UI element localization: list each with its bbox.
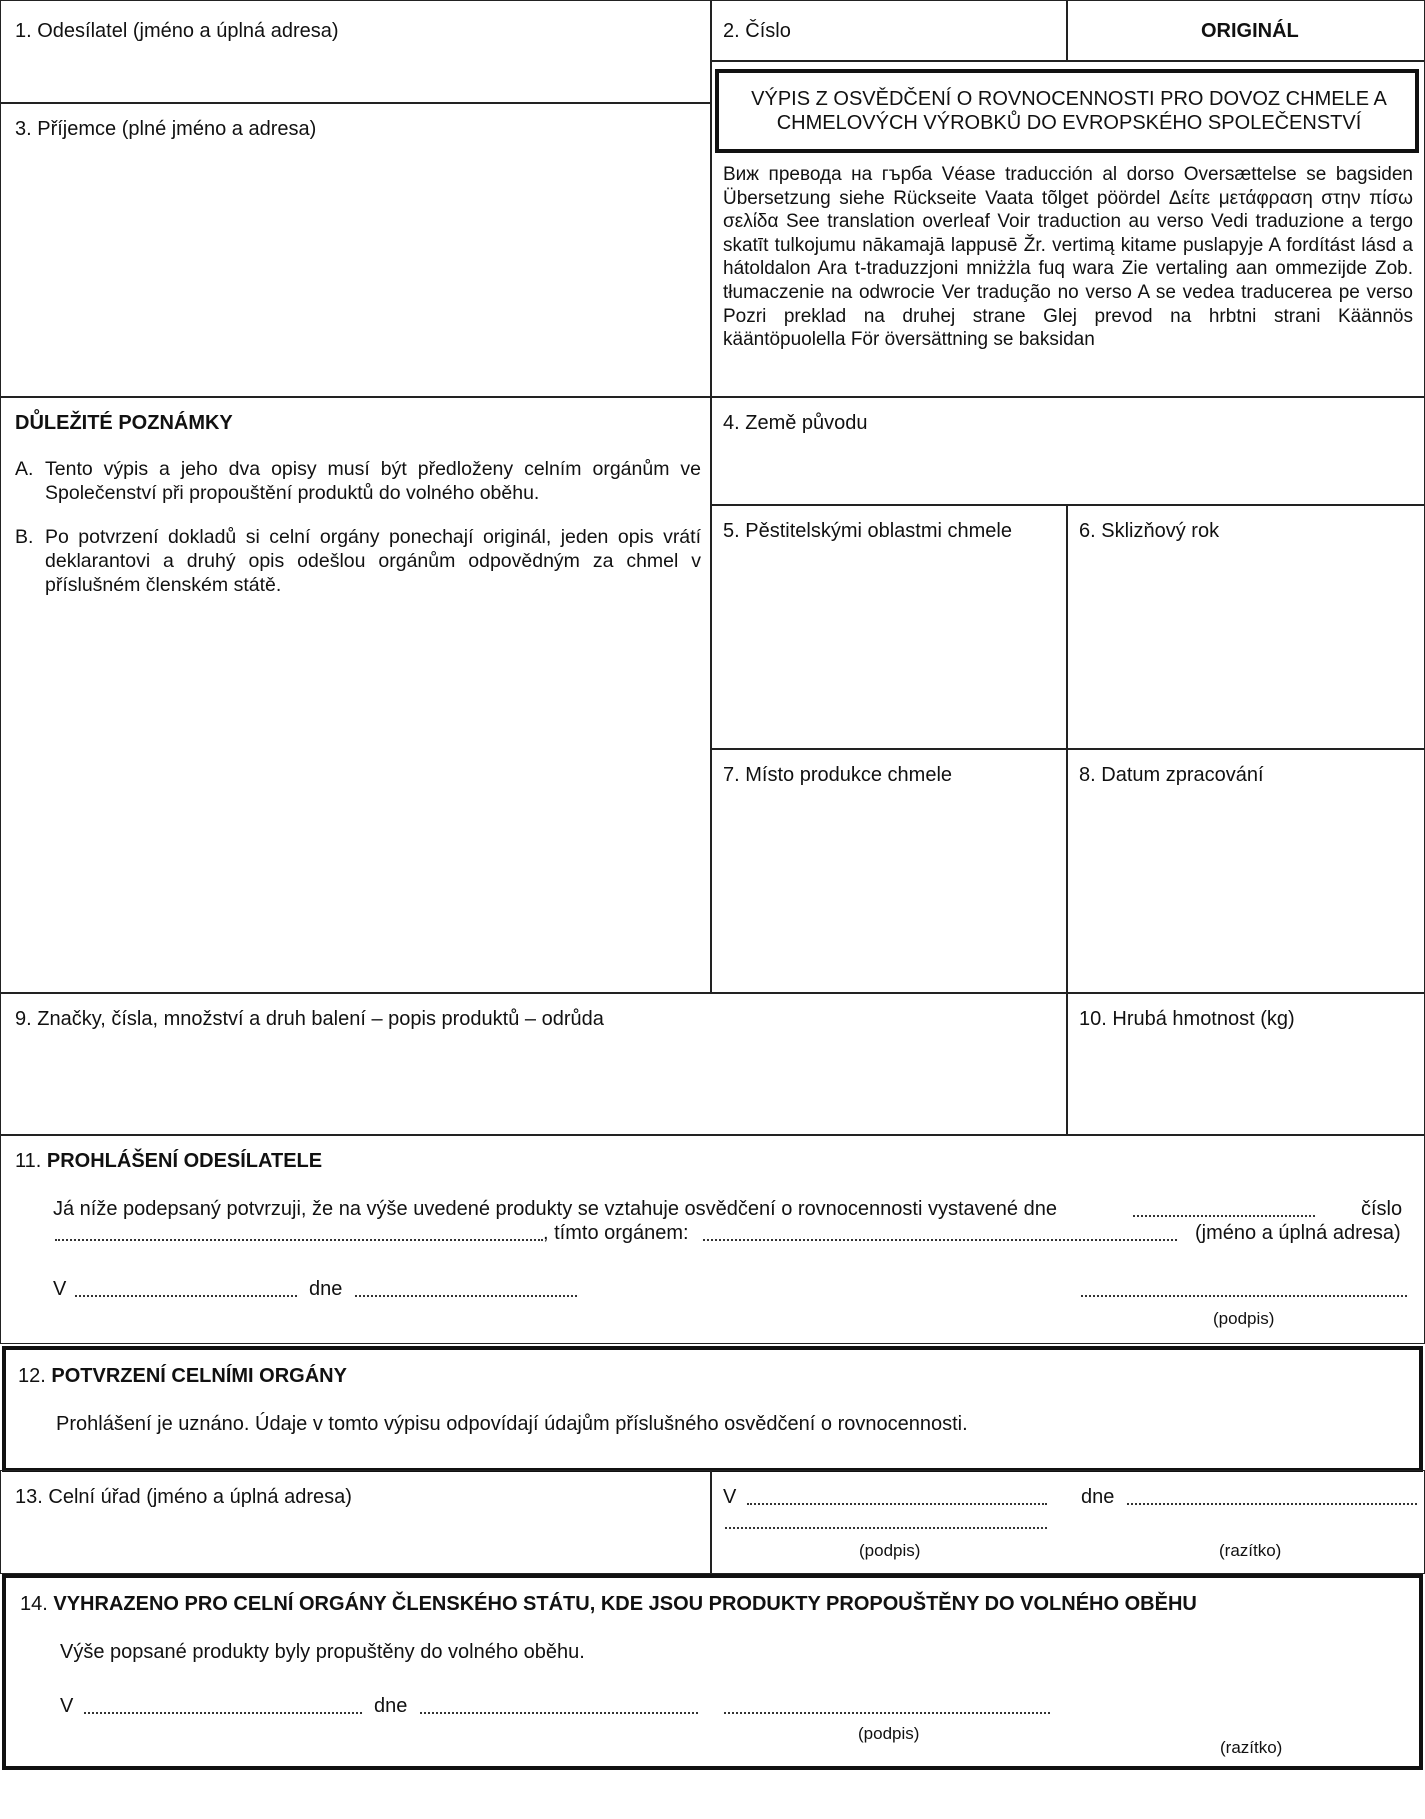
box-1-number: 1. bbox=[15, 20, 32, 42]
translation-note: Виж превода на гърба Véase traducción al dorso Oversættelse se bagsiden Übersetzung siehe Rückseite Vaata tõlget pöördel Δείτε μετάφραση στην πίσω σελίδα See translation overleaf Voir traduction au verso Vedi traduzione a tergo skatīt tulkojumu nākamajā lappusē Žr. vertimą kitame puslapyje A fordítást lásd a hátoldalon Ara t-traduzzjoni mniżżla fuq wara Zie vertaling aan ommezijde Zob. tłumaczenie na odwrocie Ver tradução no verso A se vedea traducerea pe verso Pozri preklad na druhej strane Glej prevod na hrbtni strani Käännös kääntöpuolella För översättning se baksidan bbox=[723, 164, 1413, 351]
box-11-heading: PROHLÁŠENÍ ODESÍLATELE bbox=[46, 1150, 323, 1172]
box-2-number: 2. bbox=[723, 20, 740, 42]
declaration-authority-label: , tímto orgánem: bbox=[543, 1222, 689, 1244]
declaration-signature-caption: (podpis) bbox=[1213, 1309, 1275, 1328]
box-13-place-label: V bbox=[723, 1486, 737, 1508]
box-2-number-field[interactable] bbox=[710, 0, 1068, 62]
note-b-text: Po potvrzení dokladů si celní orgány ponechají originál, jeden opis vrátí deklarantovi a druhý opis odešlou orgánům odpovědným za chmel v příslušném členském státě. bbox=[45, 526, 701, 596]
box-13-place-field[interactable] bbox=[747, 1503, 1047, 1505]
box-11-number: 11. bbox=[15, 1150, 42, 1172]
notes-heading: DŮLEŽITÉ POZNÁMKY bbox=[15, 412, 233, 434]
declaration-date-label: dne bbox=[309, 1278, 343, 1300]
title-panel bbox=[710, 60, 1425, 398]
box-2-label: Číslo bbox=[745, 20, 791, 42]
box-14-stamp-caption: (razítko) bbox=[1220, 1738, 1283, 1757]
box-11-consignor-declaration bbox=[0, 1134, 1425, 1344]
box-13-stamp-caption: (razítko) bbox=[1219, 1541, 1282, 1560]
box-1-label: Odesílatel (jméno a úplná adresa) bbox=[37, 20, 339, 42]
box-12-customs-endorsement bbox=[2, 1346, 1423, 1472]
box-10-number: 10. bbox=[1079, 1008, 1107, 1030]
certificate-date-field[interactable] bbox=[1133, 1215, 1315, 1217]
certificate-number-field[interactable] bbox=[55, 1239, 543, 1241]
box-14-place-field[interactable] bbox=[84, 1712, 362, 1714]
box-8-number: 8. bbox=[1079, 764, 1096, 786]
box-6-harvest-year[interactable] bbox=[1066, 504, 1425, 750]
declaration-address-label: (jméno a úplná adresa) bbox=[1195, 1222, 1401, 1244]
box-8-label: Datum zpracování bbox=[1101, 764, 1264, 786]
box-13-date-label: dne bbox=[1081, 1486, 1115, 1508]
box-1-consignor[interactable] bbox=[0, 0, 712, 104]
note-a bbox=[15, 457, 701, 505]
box-14-signature-caption: (podpis) bbox=[858, 1724, 920, 1743]
box-14-place-label: V bbox=[60, 1695, 74, 1717]
declaration-place-label: V bbox=[53, 1278, 67, 1300]
box-12-heading: POTVRZENÍ CELNÍMI ORGÁNY bbox=[51, 1365, 347, 1387]
box-9-marks-packages-description[interactable] bbox=[0, 992, 1068, 1136]
box-14-number: 14. bbox=[20, 1593, 48, 1615]
declaration-signature-field[interactable] bbox=[1081, 1295, 1407, 1297]
issuing-authority-field[interactable] bbox=[703, 1239, 1177, 1241]
box-3-label: Příjemce (plné jméno a adresa) bbox=[37, 118, 317, 140]
box-6-number: 6. bbox=[1079, 520, 1096, 542]
declaration-number-label: číslo bbox=[1361, 1198, 1403, 1220]
box-3-consignee[interactable] bbox=[0, 102, 712, 398]
declaration-text-1: Já níže podepsaný potvrzuji, že na výše uvedené produkty se vztahuje osvědčení o rovnocennosti vystavené dne bbox=[53, 1198, 1057, 1220]
important-notes-panel bbox=[0, 396, 712, 994]
document-title: VÝPIS Z OSVĚDČENÍ O ROVNOCENNOSTI PRO DOVOZ CHMELE A CHMELOVÝCH VÝROBKŮ DO EVROPSKÉHO SPOLEČENSTVÍ bbox=[751, 88, 1387, 134]
box-3-number: 3. bbox=[15, 118, 32, 140]
note-a-key: A. bbox=[15, 458, 34, 480]
note-a-text: Tento výpis a jeho dva opisy musí být předloženy celním orgánům ve Společenství při propouštění produktů do volného oběhu. bbox=[45, 458, 701, 504]
box-6-label: Sklizňový rok bbox=[1101, 520, 1220, 542]
document-title-box bbox=[715, 69, 1419, 153]
declaration-date-field[interactable] bbox=[355, 1295, 577, 1297]
box-13-number: 13. bbox=[15, 1486, 43, 1508]
box-8-processing-date[interactable] bbox=[1066, 748, 1425, 994]
box-13-customs-office[interactable] bbox=[0, 1470, 712, 1574]
box-5-hop-growing-areas[interactable] bbox=[710, 504, 1068, 750]
note-b-key: B. bbox=[15, 526, 34, 548]
box-14-text: Výše popsané produkty byly propuštěny do volného oběhu. bbox=[60, 1641, 585, 1663]
box-13-date-field[interactable] bbox=[1127, 1503, 1417, 1505]
note-b bbox=[15, 525, 701, 597]
box-4-country-of-origin[interactable] bbox=[710, 396, 1425, 506]
box-14-date-label: dne bbox=[374, 1695, 408, 1717]
box-9-number: 9. bbox=[15, 1008, 32, 1030]
box-7-place-of-production[interactable] bbox=[710, 748, 1068, 994]
box-9-label: Značky, čísla, množství a druh balení – popis produktů – odrůda bbox=[37, 1008, 604, 1030]
box-14-release-for-free-circulation bbox=[2, 1574, 1423, 1770]
original-label: ORIGINÁL bbox=[1201, 20, 1299, 42]
box-13-label: Celní úřad (jméno a úplná adresa) bbox=[48, 1486, 352, 1508]
box-7-label: Místo produkce chmele bbox=[745, 764, 953, 786]
box-5-label: Pěstitelskými oblastmi chmele bbox=[745, 520, 1012, 542]
box-12-text: Prohlášení je uznáno. Údaje v tomto výpisu odpovídají údajům příslušného osvědčení o rovnocennosti. bbox=[56, 1413, 968, 1435]
box-13-signature-field[interactable] bbox=[725, 1527, 1047, 1529]
box-7-number: 7. bbox=[723, 764, 740, 786]
original-marker-cell bbox=[1066, 0, 1425, 62]
box-14-heading: VYHRAZENO PRO CELNÍ ORGÁNY ČLENSKÉHO STÁTU, KDE JSOU PRODUKTY PROPOUŠTĚNY DO VOLNÉHO OBĚHU bbox=[53, 1593, 1197, 1615]
box-4-label: Země původu bbox=[745, 412, 868, 434]
box-4-number: 4. bbox=[723, 412, 740, 434]
box-13-signature-caption: (podpis) bbox=[859, 1541, 921, 1560]
box-10-label: Hrubá hmotnost (kg) bbox=[1112, 1008, 1295, 1030]
box-14-date-field[interactable] bbox=[420, 1712, 698, 1714]
box-13-signature-stamp-panel bbox=[710, 1470, 1425, 1574]
box-14-signature-field[interactable] bbox=[724, 1712, 1050, 1714]
box-12-number: 12. bbox=[18, 1365, 46, 1387]
box-5-number: 5. bbox=[723, 520, 740, 542]
box-10-gross-mass[interactable] bbox=[1066, 992, 1425, 1136]
declaration-place-field[interactable] bbox=[75, 1295, 297, 1297]
